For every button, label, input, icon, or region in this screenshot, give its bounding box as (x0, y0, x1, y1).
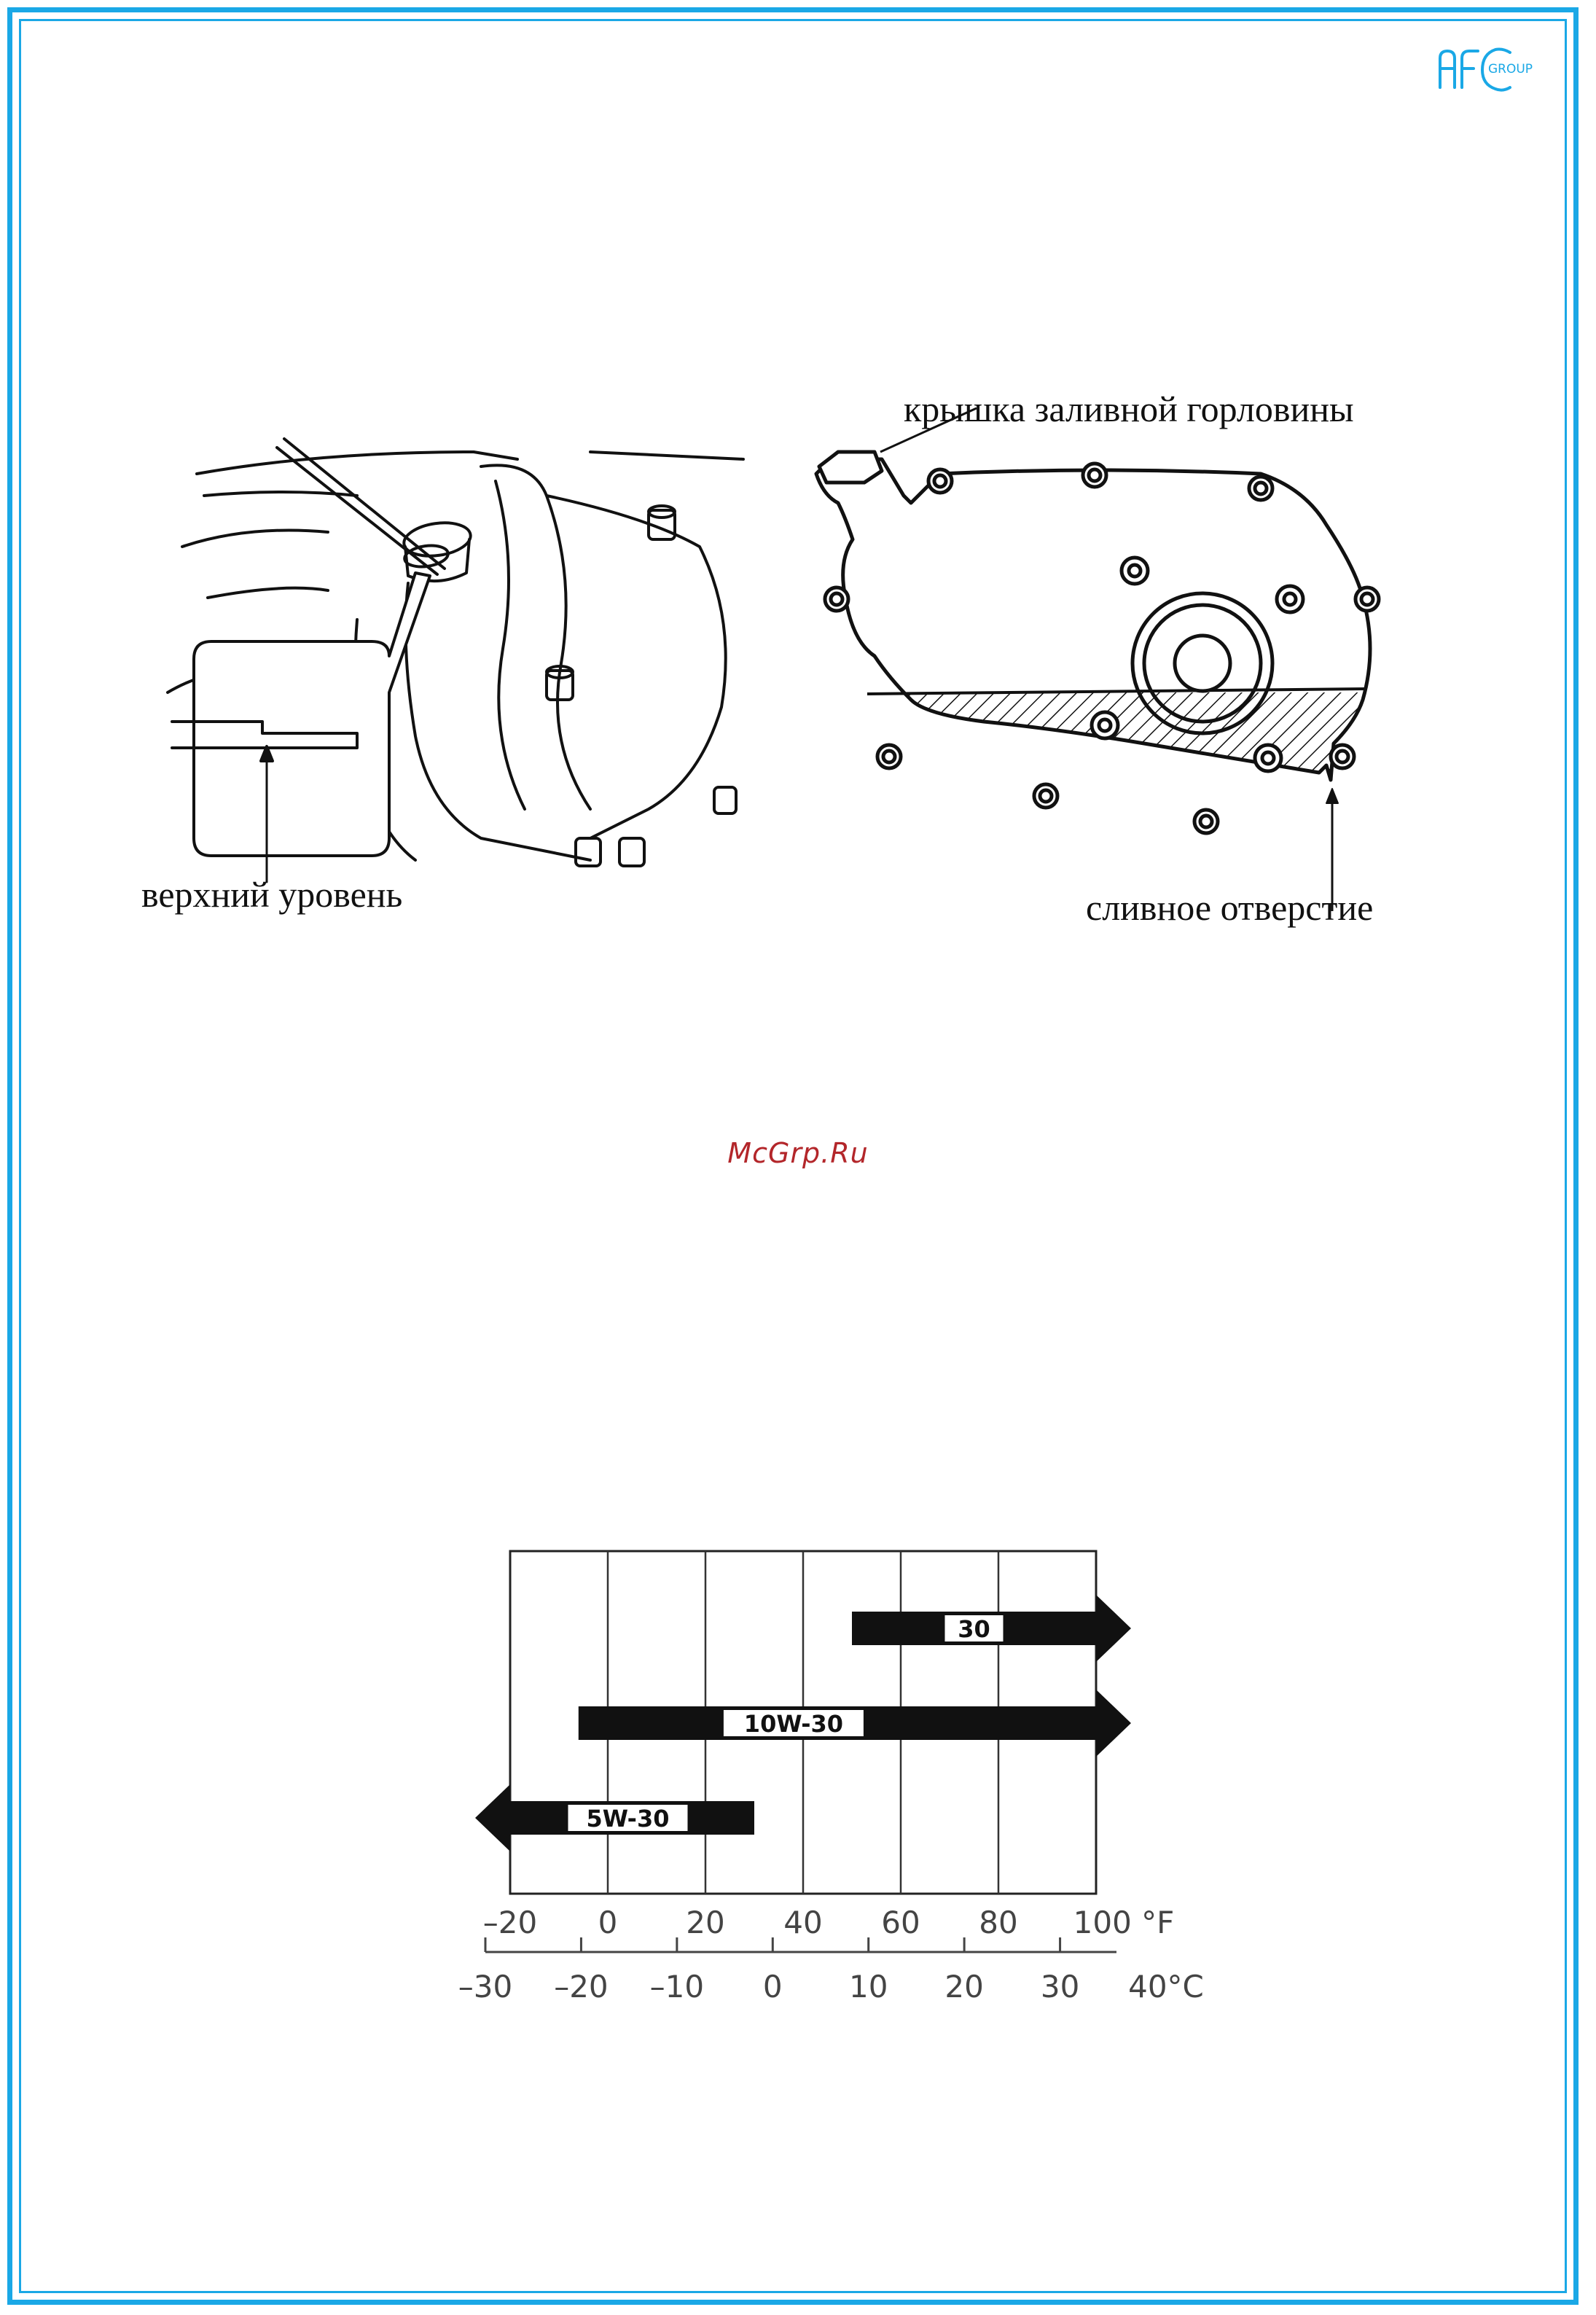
fahrenheit-tick-label: 60 (881, 1905, 920, 1940)
logo-text: GROUP (1488, 62, 1533, 77)
fahrenheit-tick-label: 80 (979, 1905, 1018, 1940)
fahrenheit-tick-label: 100 °F (1073, 1905, 1175, 1940)
transmission-dipstick-illustration (138, 430, 765, 882)
viscosity-bar-label: 10W-30 (743, 1710, 844, 1738)
celsius-tick-label: 20 (944, 1969, 984, 2004)
transmission-cover-illustration (794, 430, 1414, 897)
celsius-axis (458, 1937, 1204, 2004)
celsius-tick-label: –10 (649, 1969, 705, 2004)
viscosity-bar-label: 30 (958, 1615, 990, 1643)
celsius-tick-label: –20 (554, 1969, 609, 2004)
filler-cap-label: крышка заливной горловины (904, 389, 1354, 429)
fahrenheit-axis (483, 1905, 1175, 1940)
viscosity-bar-label: 5W-30 (586, 1805, 670, 1832)
drain-hole-label: сливное отверстие (1086, 887, 1374, 928)
celsius-tick-label: 10 (848, 1969, 888, 2004)
celsius-tick-label: 0 (762, 1969, 783, 2004)
celsius-tick-label: –30 (458, 1969, 513, 2004)
viscosity-chart (423, 1531, 1224, 2026)
watermark: McGrp.Ru (727, 1137, 869, 1169)
fahrenheit-tick-label: 20 (686, 1905, 725, 1940)
fahrenheit-tick-label: –20 (482, 1905, 538, 1940)
fahrenheit-tick-label: 40 (783, 1905, 823, 1940)
fahrenheit-tick-label: 0 (598, 1905, 618, 1940)
celsius-tick-label: 30 (1040, 1969, 1080, 2004)
celsius-tick-label: 40°C (1128, 1969, 1204, 2004)
upper-level-label: верхний уровень (141, 874, 403, 915)
afc-group-logo-icon (1437, 42, 1533, 101)
